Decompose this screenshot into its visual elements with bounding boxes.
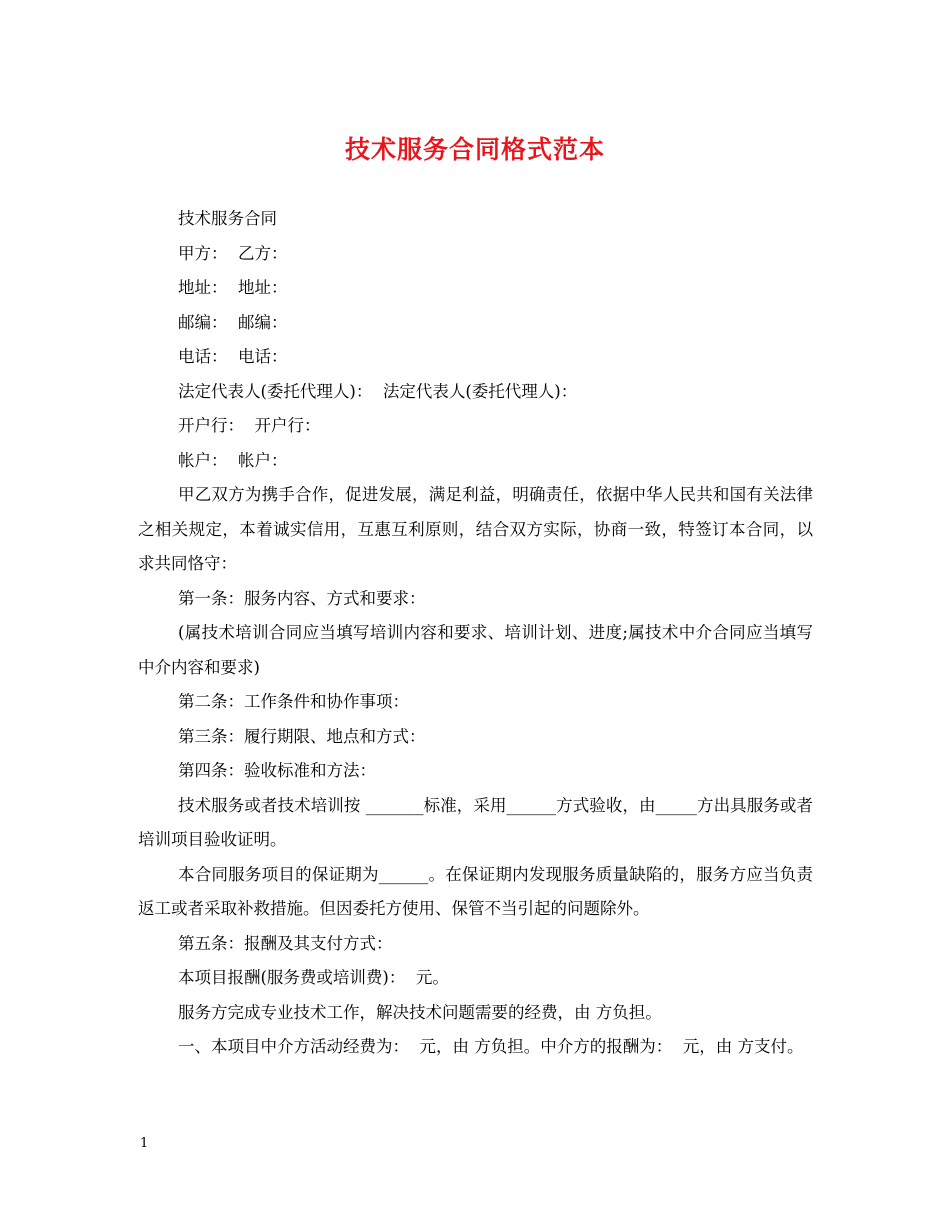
address-line: 地址： 地址：	[178, 278, 288, 297]
postcode-line: 邮编： 邮编：	[178, 312, 288, 332]
contract-heading: 技术服务合同	[178, 209, 277, 228]
article-1-heading: 第一条：服务内容、方式和要求：	[178, 588, 426, 608]
expense-paragraph: 服务方完成专业技术工作，解决技术问题需要的经费，由 方负担。	[178, 1002, 662, 1022]
representative-line: 法定代表人(委托代理人)： 法定代表人(委托代理人)：	[178, 381, 578, 401]
warranty-paragraph: 本合同服务项目的保证期为______。在保证期内发现服务质量缺陷的，服务方应当负责返工或者采取补救措施。但因委托方使用、保管不当引起的问题除外。	[138, 864, 813, 918]
article-2-heading: 第二条：工作条件和协作事项：	[178, 692, 409, 711]
party-line: 甲方： 乙方：	[178, 243, 288, 263]
account-line: 帐户： 帐户：	[178, 450, 288, 470]
article-1-note: (属技术培训合同应当填写培训内容和要求、培训计划、进度;属技术中介合同应当填写中介内容和要求)	[138, 623, 813, 677]
document-body	[138, 202, 813, 1065]
article-4-heading: 第四条：验收标准和方法：	[178, 761, 376, 780]
acceptance-paragraph: 技术服务或者技术培训按 _______标准，采用______方式验收，由_____方出具服务或者培训项目验收证明。	[138, 795, 813, 849]
article-3-heading: 第三条：履行期限、地点和方式：	[178, 726, 426, 746]
intermediary-fee-paragraph: 一、本项目中介方活动经费为： 元，由 方负担。中介方的报酬为： 元，由 方支付。	[178, 1037, 804, 1056]
fee-paragraph: 本项目报酬(服务费或培训费)： 元。	[178, 968, 449, 987]
preamble-paragraph: 甲乙双方为携手合作，促进发展，满足利益，明确责任，依据中华人民共和国有关法律之相关规定，本着诚实信用，互惠互利原则，结合双方实际，协商一致，特签订本合同，以求共同恪守：	[138, 485, 813, 573]
document-title: 技术服务合同格式范本	[344, 135, 605, 164]
article-5-heading: 第五条：报酬及其支付方式：	[178, 933, 393, 953]
phone-line: 电话： 电话：	[178, 347, 288, 366]
page-number: 1	[140, 1136, 149, 1151]
bank-line: 开户行： 开户行：	[178, 416, 321, 435]
